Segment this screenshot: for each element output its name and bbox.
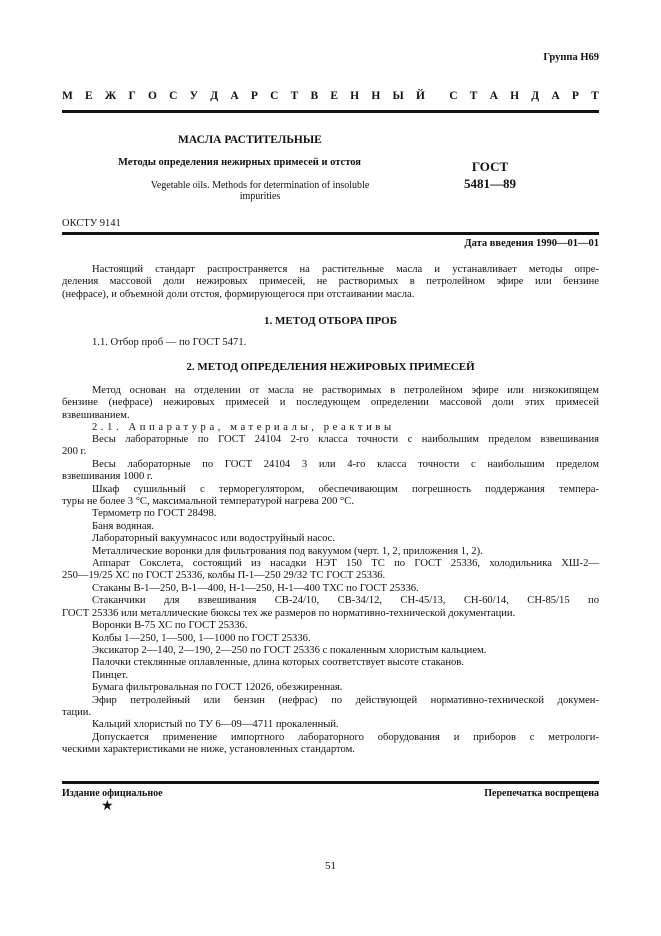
banner-letter: Д [531, 90, 540, 102]
document-title: МАСЛА РАСТИТЕЛЬНЫЕ [178, 134, 322, 146]
banner-letter: Д [210, 90, 219, 102]
text-line: взвешивания 1000 г. [62, 471, 153, 483]
intro-paragraph [62, 264, 599, 301]
text-line: Шкаф сушильный с терморегулятором, обеспечивающим погрешность поддержания темпера- [92, 483, 599, 495]
text-line: Палочки стеклянные оплавленные, длина которых соответствует высоте стаканов. [92, 657, 464, 669]
text-line: Допускается применение импортного лабораторного оборудования и приборов с метрологи- [92, 731, 599, 743]
banner-letter: Р [250, 90, 258, 102]
gost-label: ГОСТ [471, 159, 509, 174]
text-line: Эксикатор 2—140, 2—190, 2—250 по ГОСТ 25336 с покаленным хлористым кальцием. [92, 644, 487, 656]
section-2-heading: 2. МЕТОД ОПРЕДЕЛЕНИЯ НЕЖИРОВЫХ ПРИМЕСЕЙ [186, 361, 475, 373]
banner-letter: А [230, 90, 239, 102]
subsection-title: 2.1. Аппаратура, материалы, реактивы [92, 422, 395, 433]
text-line: Кальций хлористый по ТУ 6—09—4711 прокаленный. [92, 719, 339, 731]
section-2-paragraph [62, 385, 599, 422]
footer-rule [62, 781, 599, 784]
text-line: (нефрасе), и объемной доли отстоя, формирующегося при отстаивании масла. [62, 288, 415, 300]
equipment-list [62, 434, 599, 757]
text-line: Эфир петролейный или бензин (нефрас) по действующей нормативно-технической докумен- [92, 694, 599, 706]
text-line: 200 г. [62, 446, 87, 458]
text-line: ческими характеристиками не ниже, установленных стандартом. [62, 744, 355, 756]
english-title [130, 180, 390, 202]
banner-letter: Т [469, 90, 478, 102]
banner-letter: А [551, 90, 560, 102]
banner-letter: Е [85, 90, 93, 102]
text-line: Аппарат Сокслета, состоящий из насадки НЭТ 150 ТС по ГОСТ 25336, холодильника ХШ-2— [92, 558, 599, 570]
banner-letter: Н [371, 90, 381, 102]
effective-date: Дата введения 1990—01—01 [464, 238, 599, 249]
text-line: 250—19/25 ХС по ГОСТ 25336, колбы П-1—250 29/32 ТС ГОСТ 25336. [62, 570, 386, 582]
banner-letter: О [147, 90, 157, 102]
gost-designation [440, 158, 540, 192]
reprint-prohibited-label: Перепечатка воспрещена [484, 788, 599, 799]
official-edition-label: Издание официальное [62, 788, 163, 799]
banner-letter: Т [290, 90, 299, 102]
text-line: Металлические воронки для фильтрования под вакуумом (черт. 1, 2, приложения 1, 2). [92, 545, 483, 557]
section-1-item [62, 337, 599, 349]
okstu-rule [62, 232, 599, 235]
banner-letter: Й [415, 90, 425, 102]
group-code: Группа Н69 [543, 52, 599, 63]
text-line: Пинцет. [92, 669, 128, 681]
banner-letter: У [189, 90, 199, 102]
page-number: 51 [325, 860, 336, 872]
banner-letter: М [62, 90, 73, 102]
text-line: бензине (нефрасе) нежировых примесей и последующем определении массовой доли этих примесей [62, 397, 599, 409]
star-icon: ★ [101, 799, 114, 814]
banner-letter: С [270, 90, 279, 102]
text-line: Весы лабораторные по ГОСТ 24104 2-го класса точности с наибольшим пределом взвешивания [92, 434, 599, 445]
text-line: Метод основан на отделении от масла не растворимых в петролейном эфире или низкокипящем [92, 385, 599, 396]
subsection-heading [62, 422, 599, 434]
banner-letter: Н [350, 90, 360, 102]
standard-banner [62, 90, 599, 102]
banner-letter: С [449, 90, 458, 102]
okstu-code: ОКСТУ 9141 [62, 218, 121, 229]
text-line: туры не более 3 °С, максимальной температурой нагрева 200 °С. [62, 496, 354, 508]
text-line: Настоящий стандарт распространяется на растительные масла и устанавливает методы опре- [92, 264, 599, 275]
text-line: Стаканы В-1—250, В-1—400, Н-1—250, Н-1—400 ТХС по ГОСТ 25336. [92, 582, 419, 594]
banner-letter: Е [330, 90, 338, 102]
banner-letter: С [169, 90, 178, 102]
text-line: деления массовой доли нежировых примесей, не растворимых в петролейном эфире или бензине [62, 276, 599, 288]
banner-letter: В [310, 90, 319, 102]
text-line: Баня водяная. [92, 520, 155, 532]
text-line: 1.1. Отбор проб — по ГОСТ 5471. [92, 337, 247, 348]
text-line: Весы лабораторные по ГОСТ 24104 3 или 4-го класса точности с наибольшим пределом [92, 458, 599, 470]
text-line: Колбы 1—250, 1—500, 1—1000 по ГОСТ 25336. [92, 632, 311, 644]
text-line: Лабораторный вакуумнасос или водоструйный насос. [92, 533, 336, 545]
header-rule [62, 110, 599, 113]
banner-letter: Ж [104, 90, 117, 102]
section-1-heading: 1. МЕТОД ОТБОРА ПРОБ [264, 315, 397, 327]
english-title-line: Vegetable oils. Methods for determination of insoluble [150, 180, 370, 191]
text-line: Термометр по ГОСТ 28498. [92, 508, 217, 520]
text-line: Бумага фильтровальная по ГОСТ 12026, обезжиренная. [92, 682, 343, 694]
text-line: Воронки В-75 ХС по ГОСТ 25336. [92, 620, 248, 632]
banner-letter: Т [591, 90, 599, 102]
banner-letter: Н [510, 90, 520, 102]
gost-number: 5481—89 [464, 176, 516, 191]
text-line: тации. [62, 706, 92, 718]
text-line: взвешиванием. [62, 409, 130, 421]
banner-letter: Ы [392, 90, 404, 102]
text-line: Стаканчики для взвешивания СВ-24/10, СВ-34/12, СН-45/13, СН-60/14, СН-85/15 по [92, 595, 599, 607]
text-line: ГОСТ 25336 или металлические бюксы тех же размеров по нормативно-технической документации. [62, 607, 516, 619]
document-subtitle: Методы определения нежирных примесей и отстоя [118, 157, 361, 168]
english-title-line: impurities [239, 191, 281, 202]
banner-letter: А [489, 90, 498, 102]
banner-letter: Р [571, 90, 579, 102]
banner-letter: Г [128, 90, 136, 102]
